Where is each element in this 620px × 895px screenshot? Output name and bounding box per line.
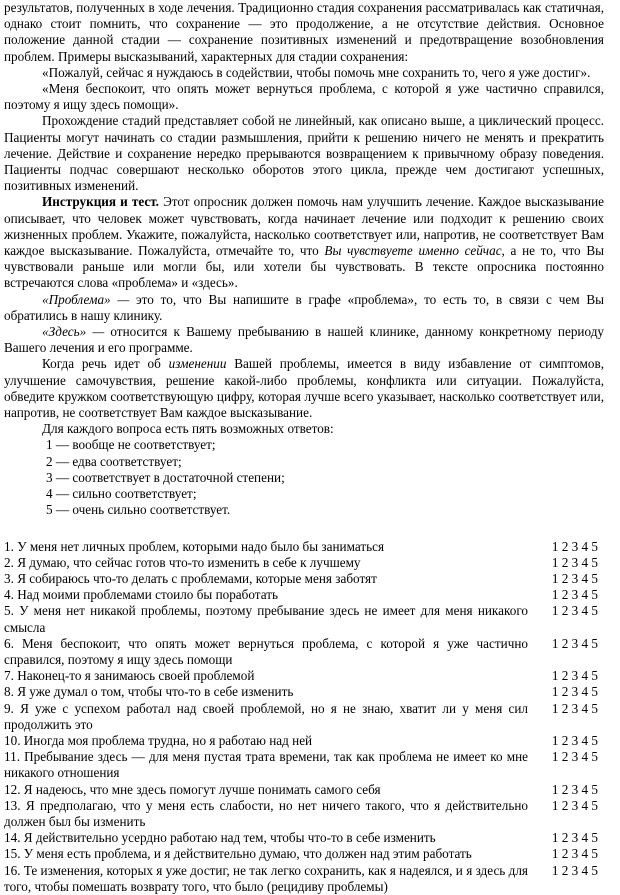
answer-scale[interactable]: 1 2 3 4 5 <box>551 668 598 684</box>
question-text: 1. У меня нет личных проблем, которыми надо было бы заниматься <box>4 538 385 554</box>
question-text: 16. Те изменения, которых я уже достиг, не так легко сохранить, как я надеялся, и я здесь для того, чтобы помешать возврату того, что было (рецидиву проблемы) <box>4 862 528 894</box>
question-text: 5. У меня нет никакой проблемы, поэтому пребывание здесь не имеет для меня никакого смысла <box>4 603 528 635</box>
here-text: относится к Вашему пребыванию в нашей клинике, данному конкретному периоду Вашего лечения и его программе. <box>4 324 605 356</box>
answer-scale[interactable]: 1 2 3 4 5 <box>551 700 598 716</box>
question-text: 10. Иногда моя проблема трудна, но я работаю над ней <box>4 732 313 748</box>
instructions-text-a: Этот опросник должен помочь нам улучшить лечение. Каждое высказывание описывает, что человек может чувствовать, когда начинает лечение или подходит к решению своих жизненных проблем. Укажите, пожалуйста, насколько соответствует или, напротив, не соответствует Вам каждое высказывание. Пожалуйста, отмечайте то, что <box>4 194 604 259</box>
answer-scale[interactable]: 1 2 3 4 5 <box>551 862 598 878</box>
question-row <box>4 749 604 781</box>
question-text: 14. Я действительно усердно работаю над тем, чтобы что-то в себе изменить <box>4 830 436 846</box>
question-text: 3. Я собираюсь что-то делать с проблемами, которые меня заботят <box>4 570 377 586</box>
question-row <box>4 684 604 700</box>
question-row <box>4 539 604 555</box>
questionnaire <box>4 539 604 895</box>
answer-scale[interactable]: 1 2 3 4 5 <box>551 846 598 862</box>
question-row <box>4 846 604 862</box>
answer-options-list <box>4 437 604 518</box>
instructions-emphasis: Вы чувствуете именно сейчас <box>324 243 502 259</box>
question-row <box>4 571 604 587</box>
answer-option: 3 — соответствует в достаточной степени; <box>46 469 285 485</box>
question-text: 2. Я думаю, что сейчас готов что-то изменить в себе к лучшему <box>4 554 361 570</box>
question-text: 11. Пребывание здесь — для меня пустая трата времени, так как проблема не имеет ко мне никакого отношения <box>4 749 528 781</box>
change-paragraph <box>4 356 604 421</box>
question-text: 6. Меня беспокоит, что опять может вернуться проблема, с которой я уже частично справился, поэтому я ищу здесь помощи <box>4 635 528 667</box>
answer-scale[interactable]: 1 2 3 4 5 <box>551 587 598 603</box>
answers-intro: Для каждого вопроса есть пять возможных ответов: <box>42 421 334 437</box>
problem-term: «Проблема» — <box>42 291 130 307</box>
answer-scale[interactable]: 1 2 3 4 5 <box>551 732 598 748</box>
intro-quote-2: «Меня беспокоит, что опять может вернуться проблема, с которой я уже частично справился, поэтому я ищу здесь помощи». <box>4 81 604 113</box>
answer-scale[interactable]: 1 2 3 4 5 <box>551 781 598 797</box>
answer-scale[interactable]: 1 2 3 4 5 <box>551 749 598 765</box>
answer-option: 2 — едва соответствует; <box>46 453 182 469</box>
question-text: 7. Наконец-то я занимаюсь своей проблемой <box>4 668 255 684</box>
document-page <box>4 0 604 895</box>
question-row <box>4 701 604 733</box>
question-row <box>4 798 604 830</box>
answer-scale[interactable]: 1 2 3 4 5 <box>551 603 598 619</box>
answer-scale[interactable]: 1 2 3 4 5 <box>551 635 598 651</box>
intro-paragraph-cycle: Прохождение стадий представляет собой не линейный, как описано выше, а циклический процесс. Пациенты могут начинать со стадии размышления, прийти к решению ничего не менять и прекратить лечение. Действие и сохранение нередко прерываются возвращением к привычному образу поведения. Пациенты подчас совершают несколько оборотов этого цикла, прежде чем достигают успешных, позитивных изменений. <box>4 113 604 194</box>
change-text-b: Вашей проблемы, имеется в виду избавление от симптомов, улучшение самочувствия, решение какой-либо проблемы, конфликта или ситуации. Пожалуйста, обведите кружком соответствующую цифру, которая лучше всего указывает, насколько соответствует или, напротив, не соответствует Вам каждое высказывание. <box>4 356 604 421</box>
answer-scale[interactable]: 1 2 3 4 5 <box>551 797 598 813</box>
question-row <box>4 863 604 895</box>
question-row <box>4 636 604 668</box>
answer-option: 5 — очень сильно соответствует. <box>46 502 231 518</box>
here-term: «Здесь» — <box>42 324 105 340</box>
answer-option: 1 — вообще не соответствует; <box>46 437 216 453</box>
question-row <box>4 668 604 684</box>
intro-paragraph-1: результатов, полученных в ходе лечения. Традиционно стадия сохранения рассматривалась как статичная, однако стоит помнить, что сохранение — это продолжение, а не отсутствие действия. Основное положение данной стадии — сохранение позитивных изменений и предотвращение возобновления проблем. Примеры высказываний, характерных для стадии сохранения: <box>4 0 604 64</box>
problem-text: это то, что Вы напишите в графе «проблема», то есть то, в связи с чем Вы обратились в нашу клинику. <box>4 291 605 323</box>
answer-scale[interactable]: 1 2 3 4 5 <box>551 538 598 554</box>
instructions-paragraph-1 <box>4 194 604 291</box>
change-term: изменении <box>168 356 227 372</box>
question-row <box>4 555 604 571</box>
answer-option: 4 — сильно соответствует; <box>46 486 197 502</box>
answer-scale[interactable]: 1 2 3 4 5 <box>551 554 598 570</box>
question-text: 12. Я надеюсь, что мне здесь помогут лучше понимать самого себя <box>4 781 381 797</box>
answer-scale[interactable]: 1 2 3 4 5 <box>551 684 598 700</box>
question-text: 13. Я предполагаю, что у меня есть слабости, но нет ничего такого, что я действительно должен был бы изменить <box>4 797 528 829</box>
instructions-text-b: , а не то, что Вы чувствовали раньше или могли бы, или хотели бы чувствовать. В тексте опросника постоянно встречаются слова «проблема» и «здесь». <box>4 243 604 291</box>
question-text: 9. Я уже с успехом работал над своей проблемой, но я не знаю, хватит ли у меня сил продолжить это <box>4 700 528 732</box>
question-text: 4. Над моими проблемами стоило бы поработать <box>4 587 279 603</box>
change-text-a: Когда речь идет об <box>42 356 169 372</box>
intro-quote-1: «Пожалуй, сейчас я нуждаюсь в содействии, чтобы помочь мне сохранить то, чего я уже достиг». <box>42 64 591 80</box>
question-row <box>4 782 604 798</box>
here-definition <box>4 324 604 356</box>
question-row <box>4 733 604 749</box>
question-text: 15. У меня есть проблема, и я действительно думаю, что должен над этим работать <box>4 846 472 862</box>
question-text: 8. Я уже думал о том, чтобы что-то в себе изменить <box>4 684 294 700</box>
question-row <box>4 587 604 603</box>
problem-definition <box>4 292 604 324</box>
instructions-heading: Инструкция и тест. <box>42 194 159 210</box>
question-row <box>4 603 604 635</box>
question-row <box>4 830 604 846</box>
answer-scale[interactable]: 1 2 3 4 5 <box>551 830 598 846</box>
answer-scale[interactable]: 1 2 3 4 5 <box>551 570 598 586</box>
